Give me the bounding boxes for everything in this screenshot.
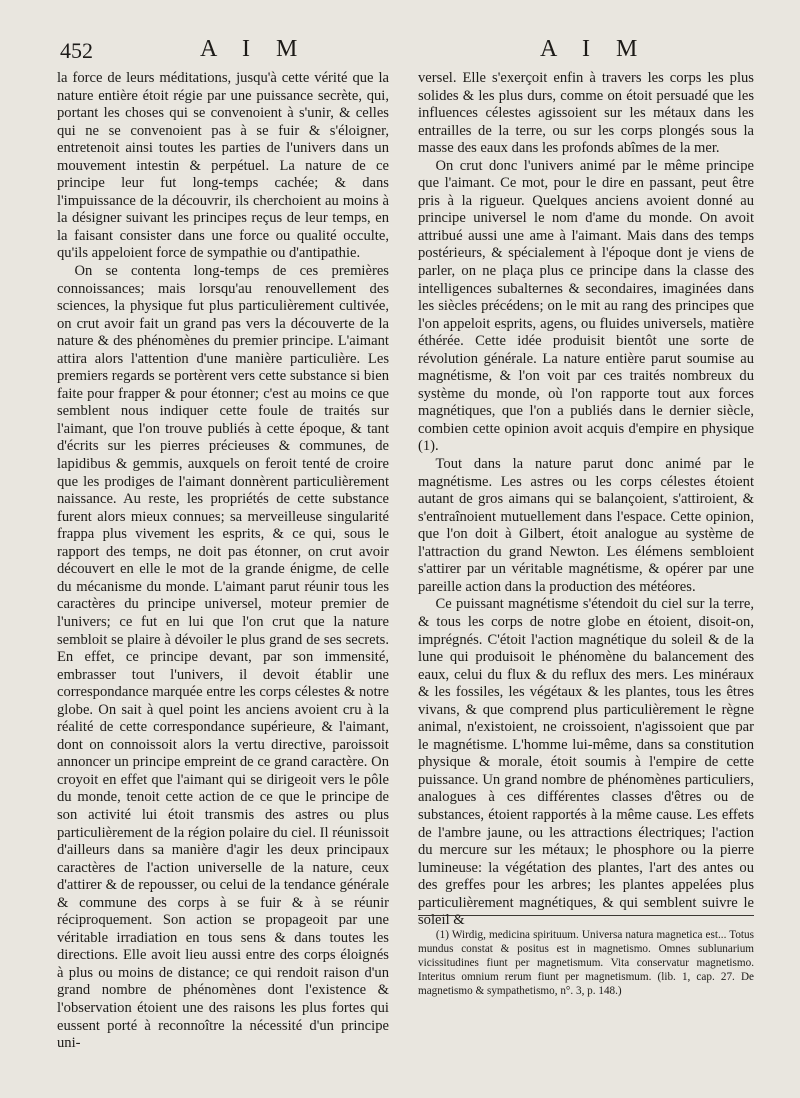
footnote: (1) Wirdig, medicina spirituum. Universa natura magnetica est... Totus mundus constat & positus est in magnetismo. Omnes sublunarium vicissitudines fiunt per magnetismum. Vita conservatur magnetismo. Interitus omnium rerum fiunt per magnetismum. (lib. 1, cap. 27. De magnetismo & sympathetismo, n°. 3, p. 148.) bbox=[418, 929, 754, 997]
page-number: 452 bbox=[60, 38, 93, 63]
paragraph: versel. Elle s'exerçoit enfin à travers les corps les plus solides & les plus durs, comme on étoit persuadé que les influences célestes agissoient sur les métaux dans les entrailles de la terre, ou sur les corps plongés sous la masse des eaux dans les profonds abîmes de la mer. bbox=[418, 70, 754, 157]
left-column bbox=[57, 70, 389, 1053]
paragraph: Tout dans la nature parut donc animé par le magnétisme. Les astres ou les corps célestes étoient autant de gros aimans qui se balançoient, s'attiroient, & s'entraînoient mutuellement dans l'espace. Cette opinion, que l'on doit à Gilbert, étoit analogue au système de l'attraction du grand Newton. Les élémens sembloient s'attirer par un véritable magnétisme, & opérer par une pareille action dans la production des météores. bbox=[418, 456, 754, 595]
running-head-right: A I M bbox=[540, 36, 648, 62]
right-column bbox=[418, 70, 754, 930]
paragraph: la force de leurs méditations, jusqu'à cette vérité que la nature entière étoit régie par une puissance secrète, qui, portant les choses qui se convenoient à s'unir, & celles qui ne se convenoient pas à se fuir & s'éloigner, entretenoit ainsi toutes les parties de l'univers dans un mouvement intestin & perpétuel. La nature de ce principe leur fut long-temps cachée; & dans l'impuissance de la découvrir, ils cherchoient au moins à la désigner suivant les principes reçus de leur temps, en la faisant consister dans une force ou qualité occulte, qu'ils appeloient force de sympathie ou d'antipathie. bbox=[57, 70, 389, 262]
paragraph: Ce puissant magnétisme s'étendoit du ciel sur la terre, & tous les corps de notre globe en étoient, disoit-on, imprégnés. C'étoit l'action magnétique du soleil & de la lune qui produisoit le phénomène du balancement des eaux, celui du flux & du reflux des mers. Les minéraux & les fossiles, les végétaux & les plantes, tous les êtres vivans, & que comprend plus particulièrement le règne animal, n'existoient, ne croissoient, n'agissoient que par le magnétisme. L'homme lui-même, dans sa constitution physique & morale, étoit soumis à l'empire de cette puissance. Un grand nombre de phénomènes particuliers, analogues à ces différentes classes d'êtres ou de substances, étoient rapportés à la même cause. Les effets de l'ambre jaune, ou les attractions électriques; l'action du mercure sur les métaux; le phosphore ou la pierre lumineuse: la végétation des plantes, l'art des antes ou des greffes pour les arbres; les plantes appelées plus particulièrement magnétiques, & qui semblent suivre le soleil & bbox=[418, 596, 754, 929]
running-head-left: A I M bbox=[200, 36, 308, 62]
paragraph: On se contenta long-temps de ces premières connoissances; mais lorsqu'au renouvellement des sciences, la physique fut plus particulièrement cultivée, on crut avoir fait un grand pas vers la découverte de la nature & des phénomènes du premier principe. L'aimant attira alors l'attention d'une manière particulière. Les premiers regards se portèrent vers cette substance si bien faite pour frapper & pour étonner; c'est au moins ce que semblent nous indiquer cette foule de traités sur l'aimant, que l'on trouve publiés à cette époque, & tant d'écrits sur les pierres précieuses & communes, de lapidibus & gemmis, auxquels on feroit tenté de croire que les prodiges de l'aimant donnèrent particulièrement naissance. Au reste, les propriétés de cette substance furent alors mieux connues; sa merveilleuse singularité frappa plus vivement les esprits, & ce qui, sous le rapport des temps, ne doit pas étonner, on crut avoir découvert en elle le mot de la grande énigme, de celle du mécanisme du monde. L'aimant parut réunir tous les caractères du principe universel, moteur premier de l'univers; ce fut en lui que l'on crut que la nature sembloit se plaire à dévoiler le plus grand de ses secrets. En effet, ce principe devant, par son immensité, embrasser tout l'univers, il devoit établir une correspondance marquée entre les corps célestes & notre globe. On sait à quel point les anciens avoient cru à la réalité de cette correspondance supérieure, & l'aimant, dont on connoissoit alors la vertu directive, paroissoit annoncer un principe empreint de ce grand caractère. On croyoit en effet que l'aimant qui se dirigeoit vers le pôle du monde, tenoit cette action de ce que le principe de son activité lui étoit transmis des astres ou plus particulièrement de la région polaire du ciel. Il réunissoit d'ailleurs dans sa manière d'agir les deux principaux caractères de l'action universelle de la nature, ceux d'attirer & de repousser, ou celui de la tendance générale & commune des corps à se fuir & à se réunir réciproquement. Son action se propageoit par une véritable irradiation en tous sens & dans toutes les directions. Elle avoit lieu aussi entre des corps éloignés à plus ou moins de distance; ce qui rendoit raison d'un grand nombre de phénomènes dont l'existence & l'observation étoient une des raisons les plus fortes qui eussent porté à reconnoître la nécessité d'un principe uni- bbox=[57, 263, 389, 1052]
paragraph: On crut donc l'univers animé par le même principe que l'aimant. Ce mot, pour le dire en passant, peut être pris à la rigueur. Quelques anciens avoient donné au principe universel le nom d'ame du monde. On avoit attribué aussi une ame à l'aimant. Mais dans des temps postérieurs, & spécialement à l'époque dont je viens de parler, on ne plaça plus ce principe dans la classe des intelligences subalternes & secondaires, imaginées dans les siècles précédens; on le mit au rang des principes que l'on appeloit esprits, agens, ou fluides universels, matière éthérée. Cette idée produisit bientôt une sorte de révolution générale. La nature entière parut soumise au magnétisme, & l'on voit par ces traités nombreux du système du monde, où l'on rapporte tout aux forces magnétiques, que l'on a publiés dans le dernier siècle, combien cette opinion avoit acquis d'empire en physique (1). bbox=[418, 157, 754, 455]
footnote-divider bbox=[418, 915, 754, 916]
page-header bbox=[0, 34, 800, 70]
